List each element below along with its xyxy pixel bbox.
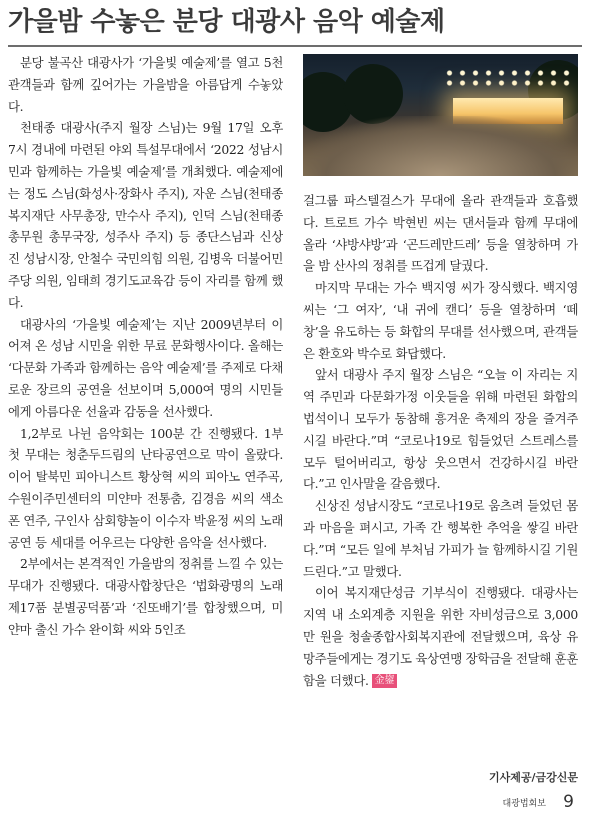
tree-silhouette (343, 64, 403, 124)
article-paragraph: 2부에서는 본격적인 가을밤의 정취를 느낄 수 있는 무대가 진행됐다. 대광사합창단은 ‘법화광명의 노래 제17품 분별공덕품’과 ‘진또배기’를 합창했으며, 미얀마 출신 가수 완이화 씨와 5인조 (8, 556, 283, 637)
article-paragraph: 1,2부로 나뉜 음악회는 100분 간 진행됐다. 1부 첫 무대는 청춘두드림의 난타공연으로 막이 올랐다. 이어 탈북민 피아니스트 황상혁 씨의 피아노 연주곡, 수원이주민센터의 미얀마 전통춤, 김경음 씨의 색소폰 연주, 구인사 삼회향놀이 이수자 박윤정 씨의 노래 공연 등 세대를 어우르는 다양한 음악을 선사했다. (8, 425, 283, 550)
article-paragraph (303, 582, 578, 691)
article-credit: 기사제공/금강신문 (488, 771, 578, 784)
concert-photo (303, 54, 578, 176)
article-paragraph: 신상진 성남시장도 “코로나19로 움츠려 들었던 몸과 마음을 펴시고, 가족 간 행복한 추억을 쌓길 바란다.”며 “모든 일에 부처님 가피가 늘 함께하시길 기원 드린다.”고 말했다. (303, 498, 578, 579)
article-paragraph: 분당 불곡산 대광사가 ‘가을빛 예술제’를 열고 5천 관객들과 함께 깊어가는 가을밤을 아름답게 수놓았다. (8, 55, 283, 114)
stage-lights (443, 68, 573, 88)
article-paragraph: 앞서 대광사 주지 월장 스님은 “오늘 이 자리는 지역 주민과 다문화가정 이웃들을 위해 마련된 화합의 법석이니 모두가 동참해 흥겨운 축제의 장을 즐겨주시길 바란다.”며 “코로나19로 힘들었던 스트레스를 모두 털어버리고, 항상 웃으면서 건강하시길 바란다.”고 인사말을 갈음했다. (303, 367, 578, 492)
end-mark-badge: 金鋆 (372, 674, 397, 688)
article-headline: 가을밤 수놓은 분당 대광사 음악 예술제 (8, 7, 445, 37)
publication-name: 대광법회보 (502, 799, 546, 809)
article-column-left (8, 52, 283, 768)
audience-crowd (303, 116, 578, 176)
article-paragraph: 마지막 무대는 가수 백지영 씨가 장식했다. 백지영 씨는 ‘그 여자’, ‘내 귀에 캔디’ 등을 열창하며 ‘떼창’을 유도하는 등 화합의 무대를 선사했으며, 관객들은 환호와 박수로 화답했다. (303, 280, 578, 361)
headline-rule (8, 45, 582, 47)
article-paragraph: 대광사의 ‘가을빛 예술제’는 지난 2009년부터 이어져 온 성남 시민을 위한 무료 문화행사이다. 올해는 ‘다문화 가족과 함께하는 음악 예술제’를 주제로 다채로운 장르의 공연을 선보이며 5,000여 명의 시민들에게 아름다운 선율과 감동을 선사했다. (8, 316, 283, 419)
article-paragraph: 걸그룹 파스텔걸스가 무대에 올라 관객들과 호흡했다. 트로트 가수 박현빈 씨는 댄서들과 함께 무대에 올라 ‘샤방샤방’과 ‘곤드레만드레’ 등을 열창하며 가을 밤 산사의 정취를 뜨겁게 달궜다. (303, 193, 578, 274)
article-paragraph: 천태종 대광사(주지 월장 스님)는 9월 17일 오후 7시 경내에 마련된 야외 특설무대에서 ‘2022 성남시민과 함께하는 가을빛 예술제’를 개최했다. 예술제에는 정도 스님(화성사·장화사 주지), 자운 스님(천태종복지재단 사무총장, 만수사 주지), 인덕 스님(천태종 총무원 총무국장, 성주사 주지) 등 종단스님과 신상진 성남시장, 안철수 국민의힘 의원, 김병욱 더불어민주당 의원, 임태희 경기도교육감 등이 자리를 함께 했다. (8, 120, 283, 310)
article-paragraph-text: 이어 복지재단성금 기부식이 진행됐다. 대광사는 지역 내 소외계층 지원을 위한 자비성금으로 3,000만 원을 청솔종합사회복지관에 전달했으며, 육상 유망주들에게는 경기도 육상연맹 장학금을 전달해 훈훈함을 더했다. (303, 585, 578, 688)
page-number: 9 (563, 792, 574, 812)
article-column-right (303, 190, 578, 766)
